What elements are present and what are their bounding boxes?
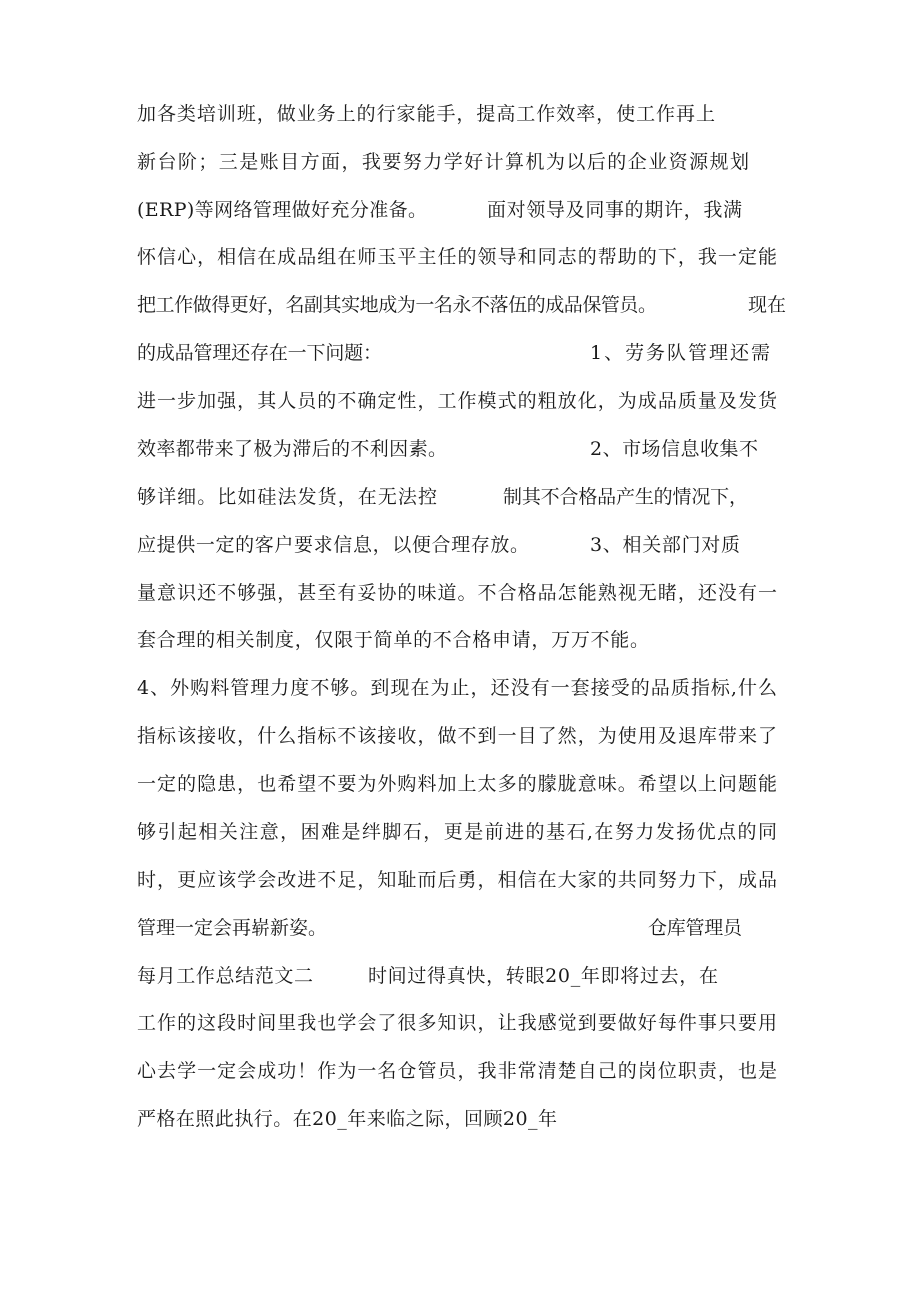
text-segment: 时，更应该学会改进不足，知耻而后勇，相信在大家的共同努力下，成品	[137, 869, 779, 891]
text-segment: 现在	[748, 294, 786, 316]
text-line	[0, 293, 920, 317]
text-line	[0, 533, 920, 557]
text-line	[0, 389, 920, 413]
text-segment: 效率都带来了极为滞后的不利因素。	[137, 438, 448, 460]
text-line	[0, 868, 920, 892]
text-segment: 指标该接收，什么指标不该接收，做不到一目了然，为使用及退库带来了	[137, 725, 779, 747]
text-segment: 管理一定会再崭新姿。	[137, 917, 327, 939]
text-line	[0, 676, 920, 700]
text-segment: 应提供一定的客户要求信息，以便合理存放。	[137, 534, 530, 556]
text-segment: 1、劳务队管理还需	[590, 342, 772, 364]
text-segment: 时间过得真快，转眼20_年即将过去，在	[368, 965, 719, 987]
text-segment: 新台阶；三是账目方面，我要努力学好计算机为以后的企业资源规划	[137, 151, 751, 173]
text-line	[0, 820, 920, 844]
text-segment: 够详细。比如硅法发货，在无法控	[137, 486, 439, 508]
text-segment: 制其不合格品产生的情况下，	[503, 486, 748, 508]
text-segment: 仓库管理员	[648, 917, 742, 939]
text-line	[0, 485, 920, 509]
text-line	[0, 150, 920, 174]
text-segment: 面对领导及同事的期许，我满	[487, 199, 743, 221]
text-segment: 工作的这段时间里我也学会了很多知识，让我感觉到要做好每件事只要用	[137, 1012, 779, 1034]
text-line	[0, 581, 920, 605]
text-line	[0, 964, 920, 988]
text-segment: 心去学一定会成功！作为一名仓管员，我非常清楚自己的岗位职责，也是	[137, 1060, 779, 1082]
text-segment: 套合理的相关制度，仅限于简单的不合格申请，万万不能。	[137, 629, 650, 651]
text-line	[0, 916, 920, 940]
text-line	[0, 628, 920, 652]
text-segment: 严格在照此执行。在20_年来临之际，回顾20_年	[137, 1108, 558, 1130]
text-segment: 4、外购料管理力度不够。到现在为止，还没有一套接受的品质指标,什么	[137, 677, 779, 699]
text-segment: (ERP)等网络管理做好充分准备。	[137, 199, 428, 221]
text-line	[0, 102, 920, 126]
text-segment: 每月工作总结范文二	[137, 965, 314, 987]
text-line	[0, 341, 920, 365]
text-segment: 怀信心，相信在成品组在师玉平主任的领导和同志的帮助的下，我一定能	[137, 246, 779, 268]
text-line	[0, 1059, 920, 1083]
text-line	[0, 1011, 920, 1035]
text-segment: 量意识还不够强，甚至有妥协的味道。不合格品怎能熟视无睹，还没有一	[137, 582, 779, 604]
text-segment: 进一步加强，其人员的不确定性，工作模式的粗放化，为成品质量及发货	[137, 390, 779, 412]
text-line	[0, 724, 920, 748]
text-segment: 一定的隐患，也希望不要为外购料加上太多的朦胧意味。希望以上问题能	[137, 773, 779, 795]
text-line	[0, 772, 920, 796]
text-line	[0, 245, 920, 269]
text-line	[0, 437, 920, 461]
text-line	[0, 1107, 920, 1131]
text-segment: 够引起相关注意，困难是绊脚石，更是前进的基石,在努力发扬优点的同	[137, 821, 779, 843]
text-segment: 加各类培训班，做业务上的行家能手，提高工作效率，使工作再上	[137, 103, 716, 125]
text-segment: 2、市场信息收集不	[590, 438, 759, 460]
text-line	[0, 198, 920, 222]
text-segment: 3、相关部门对质	[590, 534, 741, 556]
text-segment: 的成品管理还存在一下问题：	[137, 342, 382, 364]
text-segment: 把工作做得更好，名副其实地成为一名永不落伍的成品保管员。	[137, 294, 657, 316]
